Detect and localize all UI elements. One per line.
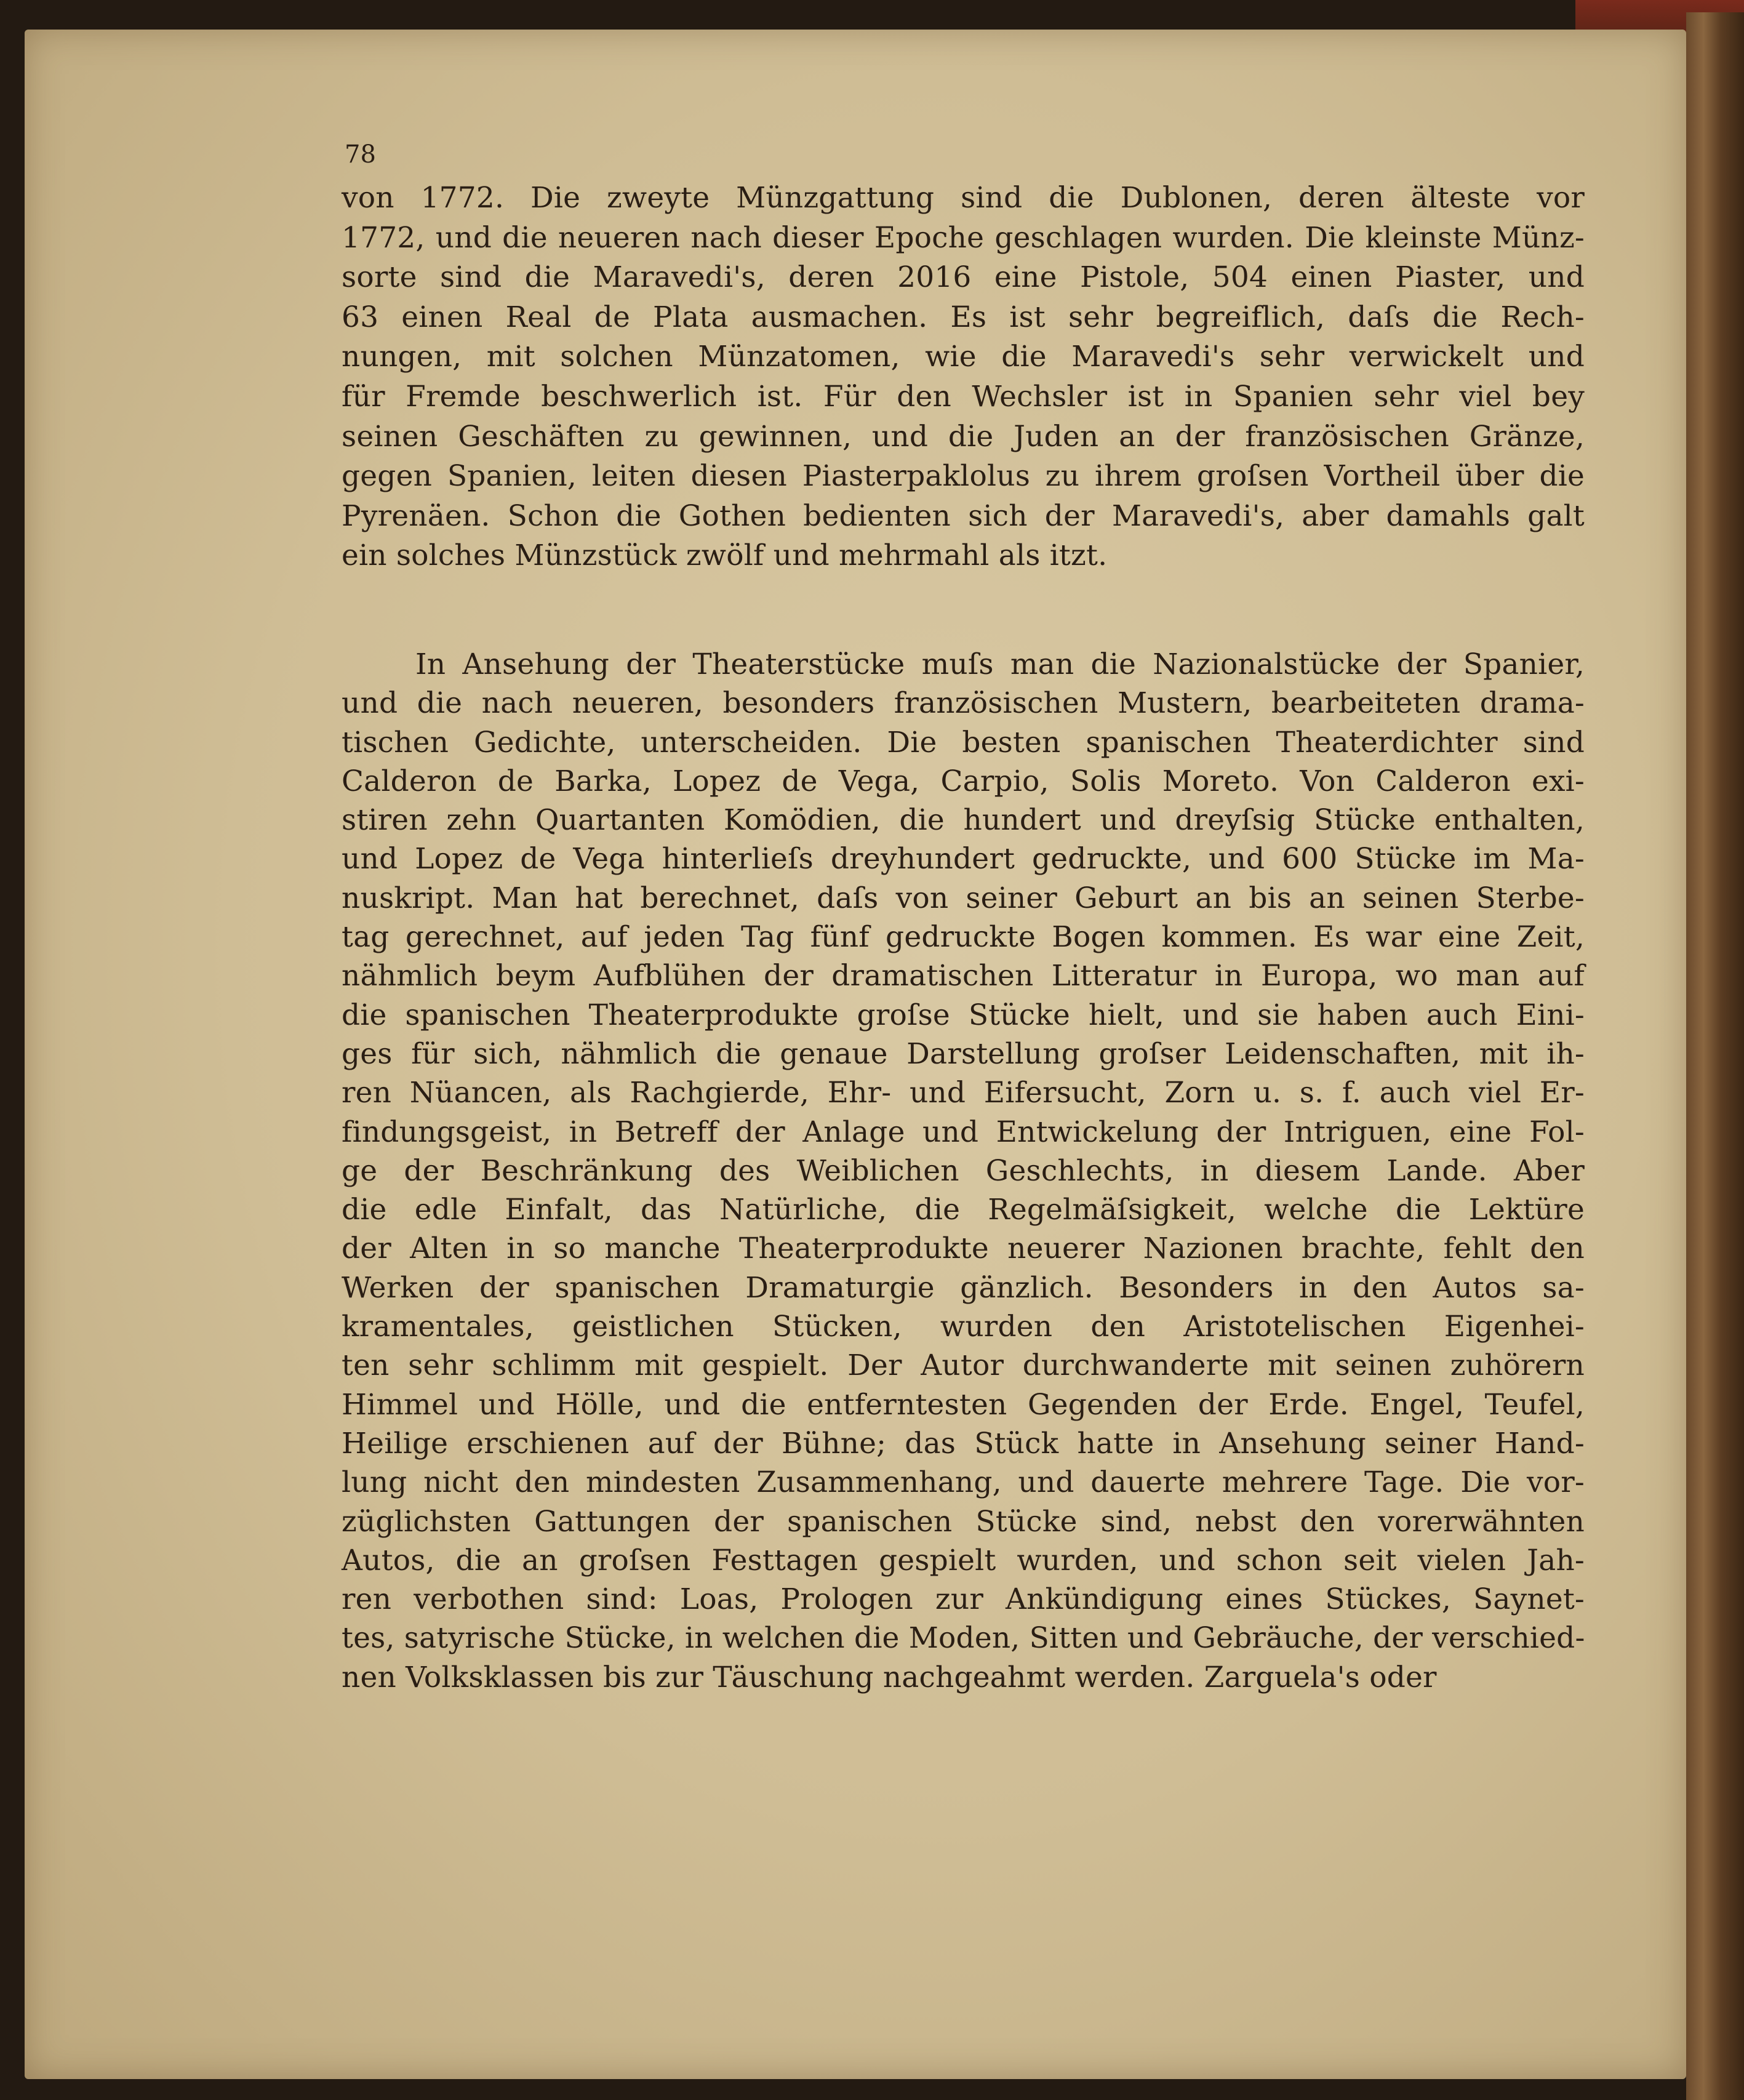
- text-line: ein solches Münzstück zwölf und mehrmahl als itzt.: [342, 539, 1108, 573]
- text-line: die spanischen Theaterprodukte groſse Stücke hielt, und sie haben auch Eini-: [342, 998, 1585, 1032]
- text-line: Himmel und Hölle, und die entferntesten Gegenden der Erde. Engel, Teufel,: [342, 1387, 1585, 1422]
- text-line: findungsgeist, in Betreff der Anlage und Entwickelung der Intriguen, eine Fol-: [342, 1115, 1585, 1149]
- text-line: tes, satyrische Stücke, in welchen die Moden, Sitten und Gebräuche, der verschied-: [342, 1621, 1585, 1656]
- text-line: züglichsten Gattungen der spanischen Stücke sind, nebst den vorerwähnten: [342, 1504, 1585, 1539]
- text-line: lung nicht den mindesten Zusammenhang, und dauerte mehrere Tage. Die vor-: [342, 1465, 1585, 1500]
- text-line: In Ansehung der Theaterstücke muſs man die Nazionalstücke der Spanier,: [415, 647, 1585, 681]
- text-line: sorte sind die Maravedi's, deren 2016 eine Pistole, 504 einen Piaster, und: [342, 260, 1585, 295]
- text-line: 63 einen Real de Plata ausmachen. Es ist sehr begreiflich, daſs die Rech-: [342, 300, 1585, 334]
- text-line: ges für sich, nähmlich die genaue Darstellung groſser Leidenschaften, mit ih-: [342, 1036, 1585, 1071]
- text-line: seinen Geschäften zu gewinnen, und die Juden an der französischen Gränze,: [342, 419, 1585, 454]
- book-edge-right: [1686, 12, 1744, 2100]
- text-line: gegen Spanien, leiten diesen Piasterpaklolus zu ihrem groſsen Vortheil über die: [342, 459, 1585, 494]
- text-line: für Fremde beschwerlich ist. Für den Wechsler ist in Spanien sehr viel bey: [342, 379, 1585, 414]
- text-line: kramentales, geistlichen Stücken, wurden den Aristotelischen Eigenhei-: [342, 1310, 1585, 1344]
- text-line: ren verbothen sind: Loas, Prologen zur Ankündigung eines Stückes, Saynet-: [342, 1582, 1585, 1617]
- paragraph-1: [342, 178, 1585, 576]
- text-line: Pyrenäen. Schon die Gothen bedienten sich der Maravedi's, aber damahls galt: [342, 499, 1585, 533]
- text-line: nähmlich beym Aufblühen der dramatischen Litteratur in Europa, wo man auf: [342, 959, 1585, 993]
- text-line: Calderon de Barka, Lopez de Vega, Carpio, Solis Moreto. Von Calderon exi-: [342, 764, 1585, 798]
- text-line: tischen Gedichte, unterscheiden. Die besten spanischen Theaterdichter sind: [342, 725, 1585, 759]
- page-number: 78: [345, 140, 376, 169]
- text-line: ge der Beschränkung des Weiblichen Geschlechts, in diesem Lande. Aber: [342, 1153, 1585, 1188]
- text-line: nungen, mit solchen Münzatomen, wie die Maravedi's sehr verwickelt und: [342, 340, 1585, 374]
- text-line: Werken der spanischen Dramaturgie gänzlich. Besonders in den Autos sa-: [342, 1270, 1585, 1305]
- text-line: nuskript. Man hat berechnet, daſs von seiner Geburt an bis an seinen Sterbe-: [342, 881, 1585, 915]
- text-line: von 1772. Die zweyte Münzgattung sind die Dublonen, deren älteste vor: [342, 181, 1585, 215]
- text-line: tag gerechnet, auf jeden Tag fünf gedruckte Bogen kommen. Es war eine Zeit,: [342, 920, 1585, 955]
- text-line: der Alten in so manche Theaterprodukte neuerer Nazionen brachte, fehlt den: [342, 1232, 1585, 1266]
- text-line: stiren zehn Quartanten Komödien, die hundert und dreyſsig Stücke enthalten,: [342, 803, 1585, 838]
- text-line: 1772, und die neueren nach dieser Epoche geschlagen wurden. Die kleinste Münz-: [342, 220, 1585, 255]
- text-line: ren Nüancen, als Rachgierde, Ehr- und Eifersucht, Zorn u. s. f. auch viel Er-: [342, 1076, 1585, 1110]
- text-line: nen Volksklassen bis zur Täuschung nachgeahmt werden. Zarguela's oder: [342, 1660, 1437, 1694]
- text-line: Autos, die an groſsen Festtagen gespielt wurden, und schon seit vielen Jah-: [342, 1543, 1585, 1577]
- text-line: und Lopez de Vega hinterlieſs dreyhundert gedruckte, und 600 Stücke im Ma-: [342, 842, 1585, 876]
- text-line: ten sehr schlimm mit gespielt. Der Autor durchwanderte mit seinen zuhörern: [342, 1349, 1585, 1383]
- text-line: und die nach neueren, besonders französischen Mustern, bearbeiteten drama-: [342, 686, 1585, 721]
- text-line: die edle Einfalt, das Natürliche, die Regelmäſsigkeit, welche die Lektüre: [342, 1193, 1585, 1227]
- text-line: Heilige erschienen auf der Bühne; das Stück hatte in Ansehung seiner Hand-: [342, 1426, 1585, 1461]
- paragraph-2: [342, 645, 1585, 1697]
